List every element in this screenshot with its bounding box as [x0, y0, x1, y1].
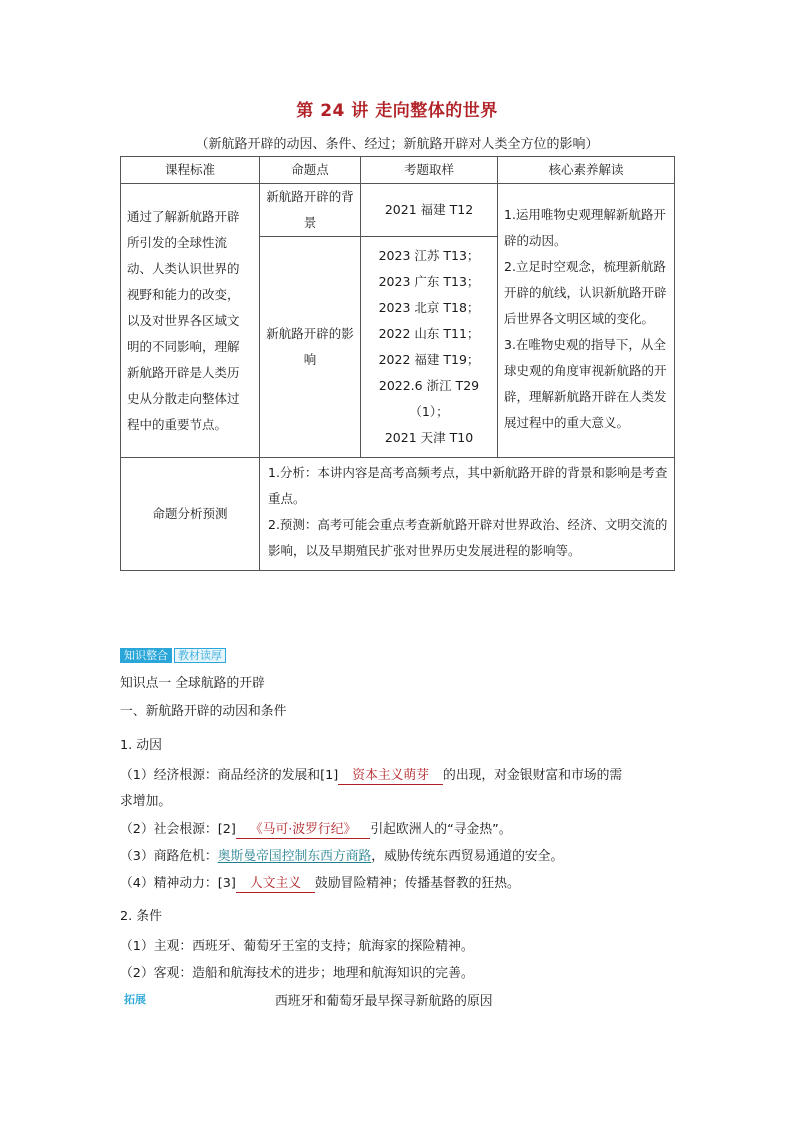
knowledge-point-heading: 知识点一 全球航路的开辟 — [120, 676, 265, 691]
badge-knowledge: 知识整合 — [120, 648, 172, 663]
curriculum-table — [120, 156, 675, 571]
exam-item: 2021 天津 T10 — [384, 430, 474, 445]
text-segment: ，威胁传统东西贸易通道的安全。 — [371, 849, 564, 864]
analysis-label: 命题分析预测 — [121, 458, 260, 571]
core-item: 2.立足时空观念，梳理新航路开辟的航线，认识新航路开辟后世界各文明区域的变化。 — [504, 258, 667, 326]
exam-item: 2023 江苏 T13； — [378, 248, 480, 263]
exam-background: 2021 福建 T12 — [361, 184, 498, 237]
text-segment: （2）社会根源：[2] — [120, 822, 236, 837]
point-impact: 新航路开辟的影响 — [260, 237, 361, 458]
answer-blank: 人文主义 — [236, 876, 315, 893]
standard-cell: 通过了解新航路开辟所引发的全球性流动、人类认识世界的视野和能力的改变，以及对世界各区域文明的不同影响，理解新航路开辟是人类历史从分散走向整体过程中的重要节点。 — [121, 184, 260, 458]
extension-label: 拓展 — [124, 993, 146, 1006]
text-segment: （3）商路危机： — [120, 849, 218, 864]
motive-item-4 — [120, 872, 520, 893]
table-row — [121, 184, 675, 237]
text-segment: （4）精神动力：[3] — [120, 876, 236, 891]
motive-item-3 — [120, 845, 563, 864]
point-background: 新航路开辟的背景 — [260, 184, 361, 237]
text-segment: 鼓励冒险精神；传播基督教的狂热。 — [315, 876, 520, 891]
answer-blank: 《马可·波罗行纪》 — [236, 822, 370, 839]
exam-item: 2023 广东 T13； — [378, 274, 480, 289]
text-segment: 的出现，对金银财富和市场的需 — [443, 768, 623, 783]
table-row — [121, 458, 675, 571]
table-header-row — [121, 157, 675, 184]
condition-item-1: （1）主观：西班牙、葡萄牙王室的支持；航海家的探险精神。 — [120, 939, 474, 954]
answer-blank: 资本主义萌芽 — [338, 768, 443, 785]
section-heading: 一、新航路开辟的动因和条件 — [120, 704, 287, 719]
analysis-cell — [260, 458, 675, 571]
page-title: 第 24 讲 走向整体的世界 — [296, 101, 498, 121]
header-core: 核心素养解读 — [498, 157, 675, 184]
page-subtitle: （新航路开辟的动因、条件、经过；新航路开辟对人类全方位的影响） — [195, 137, 599, 152]
motive-heading: 1. 动因 — [120, 738, 162, 753]
core-cell — [498, 184, 675, 458]
exam-impact — [361, 237, 498, 458]
section-badges — [120, 648, 226, 663]
exam-item: 2022 福建 T19； — [378, 352, 480, 367]
highlight-text: 奥斯曼帝国控制东西方商路 — [217, 849, 372, 864]
analysis-item: 2.预测：高考可能会重点考查新航路开辟对世界政治、经济、文明交流的影响，以及早期殖民扩张对世界历史发展进程的影响等。 — [268, 517, 668, 558]
motive-item-1 — [120, 764, 622, 785]
exam-item: 2022.6 浙江 T29 — [378, 378, 480, 393]
extension-title: 西班牙和葡萄牙最早探寻新航路的原因 — [275, 994, 493, 1009]
core-item: 3.在唯物史观的指导下，从全球史观的角度审视新航路的开辟，理解新航路开辟在人类发展过程中的重大意义。 — [504, 336, 667, 430]
header-standard: 课程标准 — [121, 157, 260, 184]
text-segment: 引起欧洲人的“寻金热”。 — [370, 822, 512, 837]
condition-item-2: （2）客观：造船和航海技术的进步；地理和航海知识的完善。 — [120, 966, 474, 981]
exam-item: 2023 北京 T18； — [378, 300, 480, 315]
header-exam: 考题取样 — [361, 157, 498, 184]
exam-item: 2022 山东 T11； — [378, 326, 480, 341]
exam-item: （1）； — [409, 404, 449, 419]
motive-item-2 — [120, 818, 512, 839]
header-point: 命题点 — [260, 157, 361, 184]
badge-textbook: 教材读厚 — [174, 648, 226, 663]
analysis-item: 1.分析：本讲内容是高考高频考点，其中新航路开辟的背景和影响是考查重点。 — [268, 465, 668, 506]
motive-item-1-cont: 求增加。 — [120, 794, 172, 809]
core-item: 1.运用唯物史观理解新航路开辟的动因。 — [504, 206, 666, 248]
text-segment: （1）经济根源：商品经济的发展和[1] — [120, 768, 339, 783]
condition-heading: 2. 条件 — [120, 909, 162, 924]
